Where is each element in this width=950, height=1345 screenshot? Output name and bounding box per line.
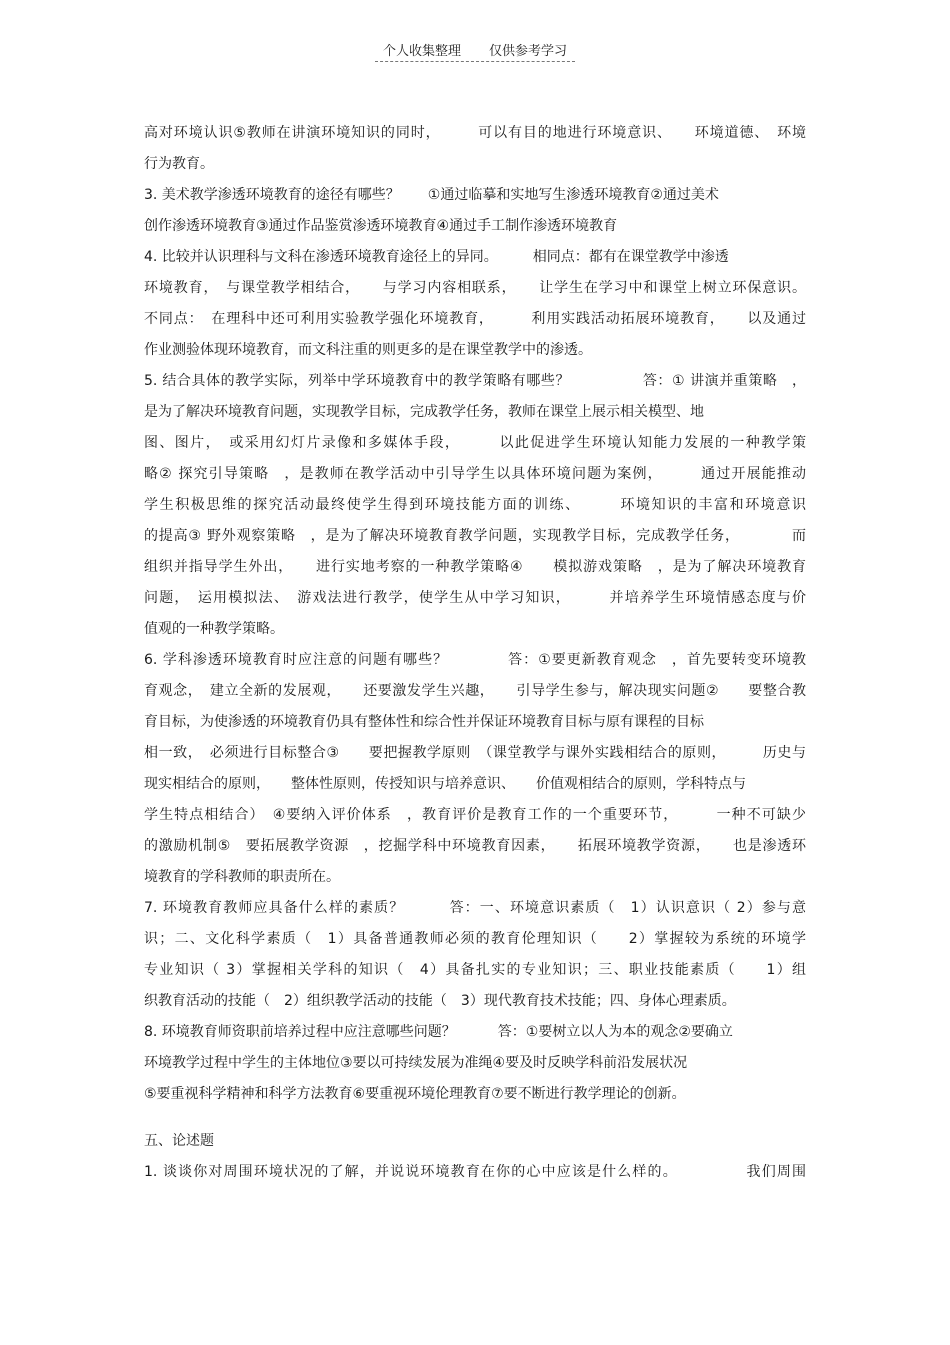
text-line: 现实相结合的原则， 整体性原则，传授知识与培养意识、 价值观相结合的原则，学科特点与 <box>144 776 746 792</box>
section-heading: 五、论述题 <box>144 1133 214 1149</box>
text-line: 不同点： 在理科中还可利用实验教学强化环境教育， 利用实践活动拓展环境教育， 以及通过 <box>144 311 806 327</box>
text-line: 值观的一种教学策略。 <box>144 621 284 637</box>
text-line: 略② 探究引导策略 ，是教师在教学活动中引导学生以具体环境问题为案例， 通过开展能推动 <box>144 466 806 482</box>
question-5-line: 5. 结合具体的教学实际，列举中学环境教育中的教学策略有哪些？ 答：① 讲演并重策略 ， <box>144 373 806 389</box>
text-line: 环境教育， 与课堂教学相结合， 与学习内容相联系， 让学生在学习中和课堂上树立环保意识。 <box>144 280 806 296</box>
header-left-text: 个人收集整理 <box>382 44 461 59</box>
text-line: 问题， 运用模拟法、 游戏法进行教学，使学生从中学习知识， 并培养学生环境情感态度与价 <box>144 590 806 606</box>
text-line: 学生特点相结合） ④要纳入评价体系 ，教育评价是教育工作的一个重要环节， 一种不可缺少 <box>144 807 806 823</box>
text-line: 作业测验体现环境教育，而文科注重的则更多的是在课堂教学中的渗透。 <box>144 342 592 358</box>
text-line: 组织并指导学生外出， 进行实地考察的一种教学策略④ 模拟游戏策略 ，是为了解决环境教育 <box>144 559 806 575</box>
text-line: ⑤要重视科学精神和科学方法教育⑥要重视环境伦理教育⑦要不断进行教学理论的创新。 <box>144 1086 686 1102</box>
question-6-line: 6. 学科渗透环境教育时应注意的问题有哪些？ 答：①要更新教育观念 ，首先要转变环境教 <box>144 652 806 668</box>
text-line: 高对环境认识⑤教师在讲演环境知识的同时， 可以有目的地进行环境意识、 环境道德、 环境 <box>144 125 806 141</box>
text-line: 育目标，为使渗透的环境教育仍具有整体性和综合性并保证环境教育目标与原有课程的目标 <box>144 714 704 730</box>
text-line: 学生积极思维的探究活动最终使学生得到环境技能方面的训练、 环境知识的丰富和环境意识 <box>144 497 806 513</box>
text-line: 创作渗透环境教育③通过作品鉴赏渗透环境教育④通过手工制作渗透环境教育 <box>144 218 618 234</box>
text-line: 织教育活动的技能（ 2）组织教学活动的技能（ 3）现代教育技术技能；四、身体心理素质。 <box>144 993 736 1009</box>
text-line: 相一致， 必须进行目标整合③ 要把握教学原则 （课堂教学与课外实践相结合的原则， 历史与 <box>144 745 806 761</box>
page-header <box>0 40 950 62</box>
text-line: 识；二、文化科学素质（ 1）具备普通教师必须的教育伦理知识（ 2）掌握较为系统的环境学 <box>144 931 806 947</box>
text-line: 境教育的学科教师的职责所在。 <box>144 869 340 885</box>
text-line: 是为了解决环境教育问题，实现教学目标，完成教学任务，教师在课堂上展示相关模型、地 <box>144 404 704 420</box>
header-banner <box>375 40 575 62</box>
question-7-line: 7. 环境教育教师应具备什么样的素质？ 答：一、环境意识素质（ 1）认识意识（ 2）参与意 <box>144 900 806 916</box>
document-body <box>144 118 806 1188</box>
question-4-line: 4. 比较并认识理科与文科在渗透环境教育途径上的异同。 相同点：都有在课堂教学中渗透 <box>144 249 729 265</box>
header-right-text: 仅供参考学习 <box>489 44 568 59</box>
text-line: 的提高③ 野外观察策略 ，是为了解决环境教育教学问题，实现教学目标，完成教学任务， 而 <box>144 528 806 544</box>
text-line: 图、图片， 或采用幻灯片录像和多媒体手段， 以此促进学生环境认知能力发展的一种教学策 <box>144 435 806 451</box>
text-line: 专业知识（ 3）掌握相关学科的知识（ 4）具备扎实的专业知识；三、职业技能素质（ 1）组 <box>144 962 806 978</box>
text-line: 的激励机制⑤ 要拓展教学资源 ，挖掘学科中环境教育因素， 拓展环境教学资源， 也是渗透环 <box>144 838 806 854</box>
question-8-line: 8. 环境教育师资职前培养过程中应注意哪些问题？ 答：①要树立以人为本的观念②要确立 <box>144 1024 733 1040</box>
text-line: 行为教育。 <box>144 156 214 172</box>
text-line: 育观念， 建立全新的发展观， 还要激发学生兴趣， 引导学生参与，解决现实问题② 要整合教 <box>144 683 806 699</box>
text-line: 环境教学过程中学生的主体地位③要以可持续发展为准绳④要及时反映学科前沿发展状况 <box>144 1055 688 1071</box>
essay-question-1-line: 1. 谈谈你对周围环境状况的了解，并说说环境教育在你的心中应该是什么样的。 我们周围 <box>144 1164 806 1180</box>
question-3-line: 3. 美术教学渗透环境教育的途径有哪些？ ①通过临摹和实地写生渗透环境教育②通过美术 <box>144 187 719 203</box>
